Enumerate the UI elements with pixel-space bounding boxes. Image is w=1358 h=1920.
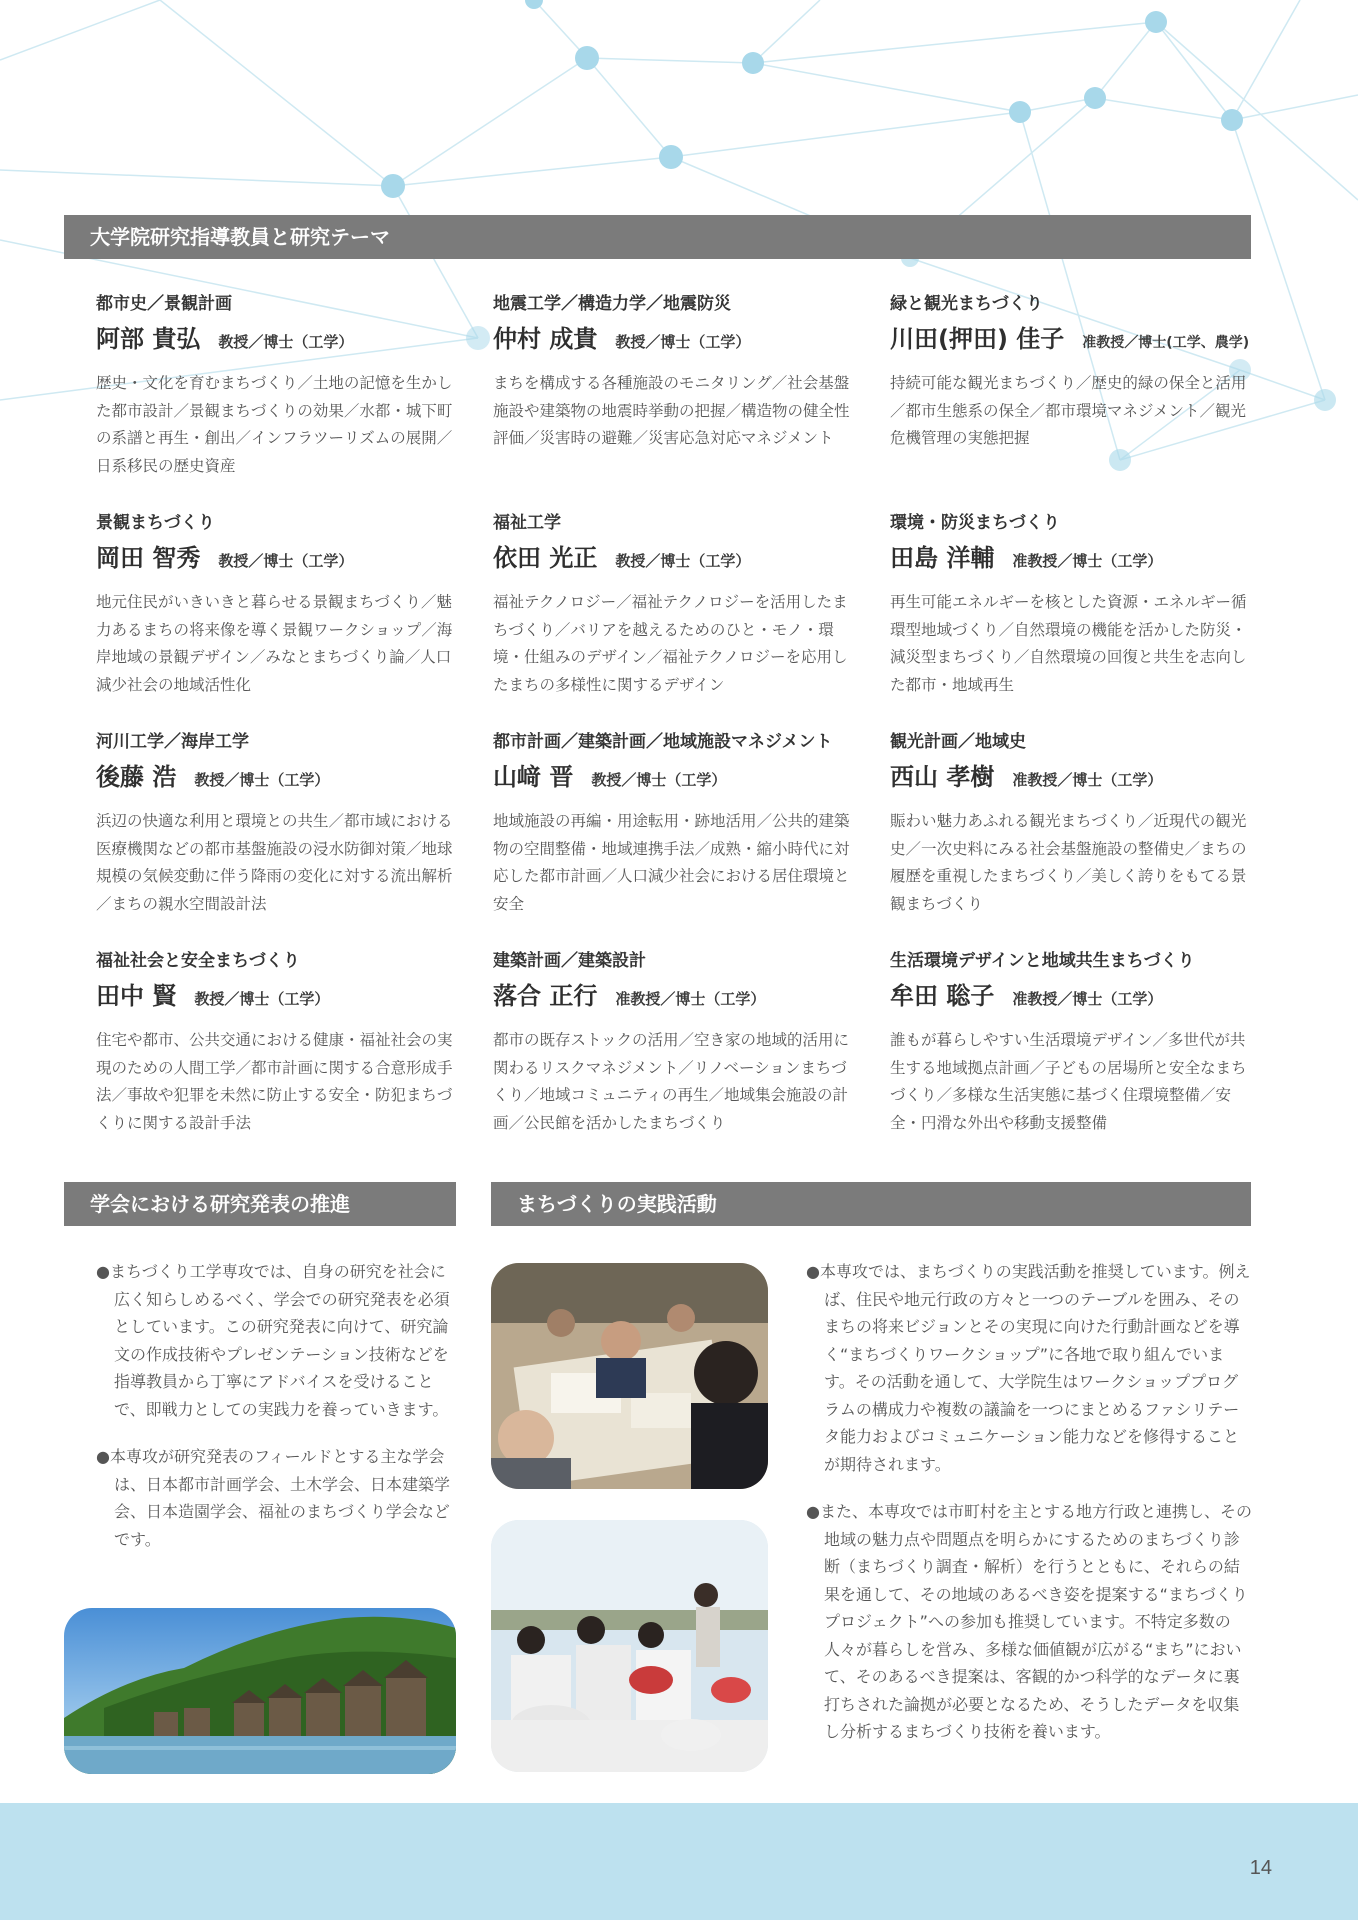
faculty-title: 教授／博士（工学） bbox=[194, 771, 330, 789]
research-topics: 浜辺の快適な利用と環境との共生／都市域における医療機関などの都市基盤施設の浸水防御対策／地球規模の気候変動に伴う降雨の変化に対する流出解析／まちの親水空間設計法 bbox=[96, 812, 453, 913]
presentation-section-heading: 学会における研究発表の推進 bbox=[64, 1182, 456, 1226]
presentation-paragraph: ●まちづくり工学専攻では、自身の研究を社会に広く知らしめるべく、学会での研究発表を必須としています。この研究発表に向けて、研究論文の作成技術やプレゼンテーション技術などを指導教員から丁寧にアドバイスを受けることで、即戦力としての実践力を養っていきます。 bbox=[96, 1262, 450, 1419]
faculty-card bbox=[493, 728, 853, 947]
research-field: 生活環境デザインと地域共生まちづくり bbox=[890, 951, 1195, 971]
faculty-name: 依田 光正 bbox=[493, 544, 598, 572]
research-topics: 歴史・文化を育むまちづくり／土地の記憶を生かした都市設計／景観まちづくりの効果／水都・城下町の系譜と再生・創出／インフラツーリズムの展開／日系移民の歴史資産 bbox=[96, 374, 453, 475]
research-field: 建築計画／建築設計 bbox=[493, 951, 646, 971]
faculty-card bbox=[96, 290, 456, 509]
faculty-name: 阿部 貴弘 bbox=[96, 325, 201, 353]
presentation-paragraph: ●本専攻が研究発表のフィールドとする主な学会は、日本都市計画学会、土木学会、日本建築学会、日本造園学会、福祉のまちづくり学会などです。 bbox=[96, 1447, 451, 1549]
research-field: 都市史／景観計画 bbox=[96, 294, 232, 314]
faculty-title: 教授／博士（工学） bbox=[591, 771, 727, 789]
research-topics: 地域施設の再編・用途転用・跡地活用／公共的建築物の空間整備・地域連携手法／成熟・縮小時代に対応した都市計画／人口減少社会における居住環境と安全 bbox=[493, 812, 850, 913]
page-number: 14 bbox=[1249, 1857, 1272, 1879]
faculty-card bbox=[96, 509, 456, 728]
faculty-card bbox=[493, 290, 853, 509]
research-topics: まちを構成する各種施設のモニタリング／社会基盤施設や建築物の地震時挙動の把握／構造物の健全性評価／災害時の避難／災害応急対応マネジメント bbox=[493, 374, 850, 447]
footer-band bbox=[0, 1803, 1358, 1920]
faculty-card bbox=[890, 509, 1250, 728]
practice-text bbox=[806, 1258, 1252, 1766]
practice-paragraph: ●本専攻では、まちづくりの実践活動を推奨しています。例えば、住民や地元行政の方々と一つのテーブルを囲み、そのまちの将来ビジョンとその実現に向けた行動計画などを導く“まちづくりワークショップ”に各地で取り組んでいます。その活動を通して、大学院生はワークショッププログラムの構成力や複数の議論を一つにまとめるファシリテータ能力およびコミュニケーション能力などを修得することが期待されます。 bbox=[806, 1262, 1251, 1474]
research-topics: 地元住民がいきいきと暮らせる景観まちづくり／魅力あるまちの将来像を導く景観ワークショップ／海岸地域の景観デザイン／みなとまちづくり論／人口減少社会の地域活性化 bbox=[96, 593, 453, 694]
faculty-title: 准教授／博士（工学） bbox=[1012, 552, 1163, 570]
coastal-town-photo bbox=[64, 1608, 456, 1774]
faculty-card bbox=[890, 728, 1250, 947]
research-topics: 誰もが暮らしやすい生活環境デザイン／多世代が共生する地域拠点計画／子どもの居場所と安全なまちづくり／多様な生活実態に基づく住環境整備／安全・円滑な外出や移動支援整備 bbox=[890, 1031, 1247, 1132]
research-field: 福祉工学 bbox=[493, 513, 561, 533]
research-field: 河川工学／海岸工学 bbox=[96, 732, 249, 752]
faculty-title: 教授／博士（工学） bbox=[615, 552, 751, 570]
practice-section-heading: まちづくりの実践活動 bbox=[491, 1182, 1251, 1226]
faculty-card bbox=[96, 947, 456, 1166]
presentation-text bbox=[96, 1258, 456, 1573]
research-topics: 持続可能な観光まちづくり／歴史的緑の保全と活用／都市生態系の保全／都市環境マネジメント／観光危機管理の実態把握 bbox=[890, 374, 1247, 447]
faculty-title: 准教授／博士（工学） bbox=[615, 990, 766, 1008]
faculty-title: 教授／博士（工学） bbox=[194, 990, 330, 1008]
research-field: 都市計画／建築計画／地域施設マネジメント bbox=[493, 732, 833, 752]
faculty-name: 田島 洋輔 bbox=[890, 544, 995, 572]
faculty-card bbox=[890, 947, 1250, 1166]
research-field: 緑と観光まちづくり bbox=[890, 294, 1043, 314]
field-survey-photo bbox=[491, 1520, 768, 1772]
research-topics: 賑わい魅力あふれる観光まちづくり／近現代の観光史／一次史料にみる社会基盤施設の整備史／まちの履歴を重視したまちづくり／美しく誇りをもてる景観まちづくり bbox=[890, 812, 1247, 913]
practice-paragraph: ●また、本専攻では市町村を主とする地方行政と連携し、その地域の魅力点や問題点を明らかにするためのまちづくり診断（まちづくり調査・解析）を行うとともに、それらの結果を通して、その地域のあるべき姿を提案する“まちづくりプロジェクト”への参加も推奨しています。不特定多数の人々が暮らしを営み、多様な価値観が広がる“まち”において、そのあるべき提案は、客観的かつ科学的なデータに裏打ちされた論拠が必要となるため、そうしたデータを収集し分析するまちづくり技術を養います。 bbox=[806, 1502, 1252, 1741]
research-field: 景観まちづくり bbox=[96, 513, 215, 533]
faculty-card bbox=[493, 947, 853, 1166]
research-topics: 都市の既存ストックの活用／空き家の地域的活用に関わるリスクマネジメント／リノベーションまちづくり／地域コミュニティの再生／地域集会施設の計画／公民館を活かしたまちづくり bbox=[493, 1031, 850, 1132]
research-field: 環境・防災まちづくり bbox=[890, 513, 1060, 533]
faculty-title: 教授／博士（工学） bbox=[615, 333, 751, 351]
research-topics: 住宅や都市、公共交通における健康・福祉社会の実現のための人間工学／都市計画に関する合意形成手法／事故や犯罪を未然に防止する安全・防犯まちづくりに関する設計手法 bbox=[96, 1031, 453, 1132]
faculty-title: 教授／博士（工学） bbox=[218, 552, 354, 570]
faculty-name: 牟田 聡子 bbox=[890, 982, 995, 1010]
faculty-name: 川田(押田) 佳子 bbox=[890, 325, 1065, 353]
faculty-card bbox=[96, 728, 456, 947]
faculty-name: 後藤 浩 bbox=[96, 763, 177, 791]
research-topics: 福祉テクノロジー／福祉テクノロジーを活用したまちづくり／バリアを越えるためのひと・モノ・環境・仕組みのデザイン／福祉テクノロジーを応用したまちの多様性に関するデザイン bbox=[493, 593, 848, 694]
faculty-card bbox=[890, 290, 1250, 509]
research-field: 観光計画／地域史 bbox=[890, 732, 1026, 752]
faculty-card bbox=[493, 509, 853, 728]
faculty-name: 岡田 智秀 bbox=[96, 544, 201, 572]
faculty-title: 准教授／博士(工学、農学) bbox=[1082, 335, 1250, 351]
faculty-title: 准教授／博士（工学） bbox=[1012, 990, 1163, 1008]
faculty-grid bbox=[96, 290, 1250, 1166]
faculty-name: 田中 賢 bbox=[96, 982, 177, 1010]
faculty-title: 教授／博士（工学） bbox=[218, 333, 354, 351]
workshop-photo bbox=[491, 1263, 768, 1489]
faculty-title: 准教授／博士（工学） bbox=[1012, 771, 1163, 789]
research-field: 福祉社会と安全まちづくり bbox=[96, 951, 300, 971]
research-topics: 再生可能エネルギーを核とした資源・エネルギー循環型地域づくり／自然環境の機能を活かした防災・減災型まちづくり／自然環境の回復と共生を志向した都市・地域再生 bbox=[890, 593, 1247, 694]
faculty-section-heading: 大学院研究指導教員と研究テーマ bbox=[64, 215, 1251, 259]
faculty-name: 山﨑 晋 bbox=[493, 763, 574, 791]
faculty-name: 落合 正行 bbox=[493, 982, 598, 1010]
faculty-name: 西山 孝樹 bbox=[890, 763, 995, 791]
faculty-name: 仲村 成貴 bbox=[493, 325, 598, 353]
research-field: 地震工学／構造力学／地震防災 bbox=[493, 294, 731, 314]
